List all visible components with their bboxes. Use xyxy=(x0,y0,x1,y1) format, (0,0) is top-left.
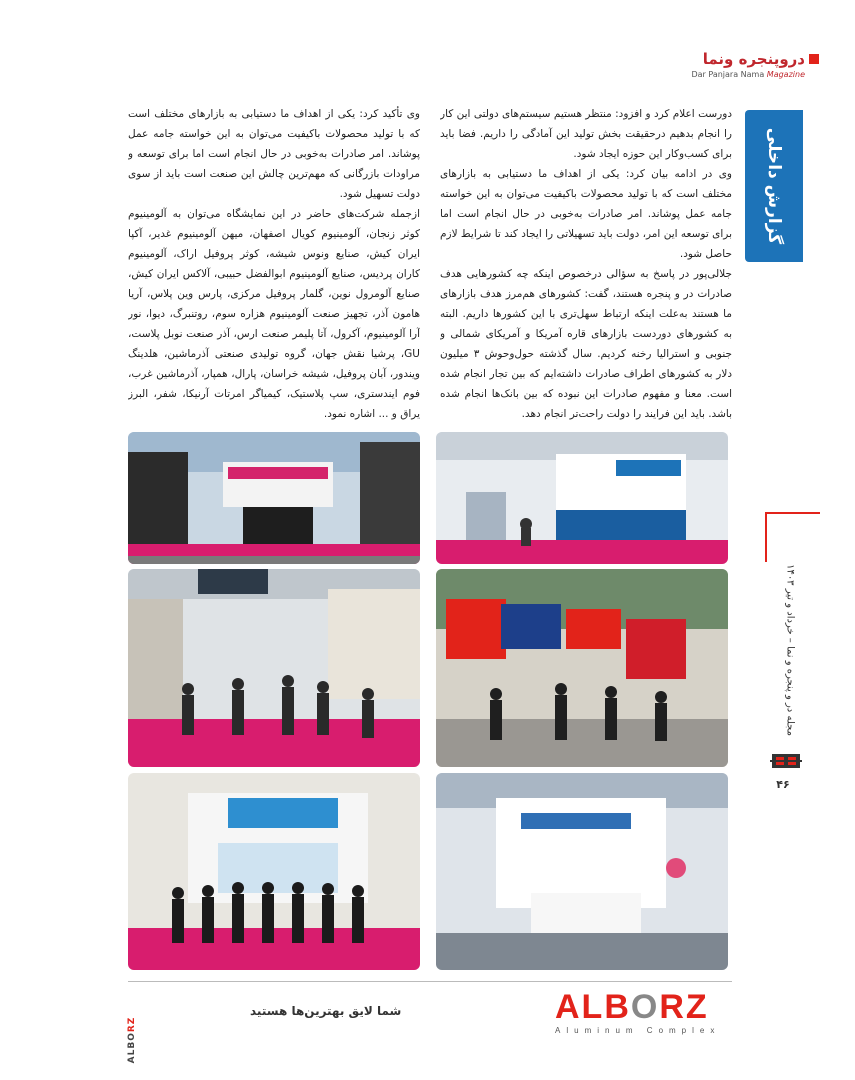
logo-title: دروپنجره ونما xyxy=(702,50,805,68)
article-column-right xyxy=(440,104,732,429)
paragraph: ازجمله شرکت‌های حاضر در این نمایشگاه می‌توان به آلومینیوم کوثر زنجان، آلومینیوم کویال اصفهان، میهن آلومینیوم غدیر، آکپا ایران کیش، صنایع ونوس شیشه، کوثر پروفیل اراک، آلومینیوم کاران پردیس، صنایع آلومینیوم ابوالفضل حبیبی، آلاکس ایران کیش، صنایع آلومرول نوین، گلمار پروفیل مرکزی، پارس وین پلاس، آریا هامون آذر، تجهیز صنعت آلومینیوم هزاره سوم، روتنبرگ، دیوا، نور آرا آلومینیوم، آکرول، آتا پلیمر صنعت ارس، آذر صنعت نوبل پلاست، GU، پرشیا نقش جهان، گروه تولیدی صنعتی آذرماشین، هلدینگ ویندور، آبان پروفیل، شیشه خراسان، پارال، همپار، آذرماشین غرب، فوم ایندستری، سپ پلاستیک، کیمیاگر امرتات آرنیکا، شفر، البرز یراق و ... اشاره نمود. xyxy=(128,208,420,420)
outdoor-crowd-photo xyxy=(436,569,728,767)
visitors-hall-photo xyxy=(128,569,420,767)
magazine-logo xyxy=(655,50,805,86)
alborz-logo xyxy=(555,990,730,1038)
section-tab xyxy=(745,110,803,262)
issue-info: مجله در و پنجره و نما – خرداد و تیر ۱۴۰۳ xyxy=(784,564,796,736)
footer-vertical-logo: ALBORZ xyxy=(127,1016,137,1064)
page-number: ۴۶ xyxy=(776,778,790,791)
winclass-booth-photo xyxy=(436,773,728,970)
paragraph: دورست اعلام کرد و افزود: منتظر هستیم سیستم‌های دولتی این کار را انجام بدهیم درحقیقت بخش تولید این آمادگی را داریم. فضا باید برای کسب‌وکار این حوزه ایجاد شود. xyxy=(440,108,732,160)
alborz-wordmark: ALBORZ xyxy=(555,988,709,1026)
section-title: گزارش داخلی xyxy=(764,127,784,245)
footer-slogan: شما لایق بهترین‌ها هستید xyxy=(250,1004,402,1018)
paragraph: وی در ادامه بیان کرد: یکی از اهداف ما دستیابی به بازارهای مختلف است که با تولید محصولات باکیفیت می‌توان به این خواسته جامه عمل پوشاند. امر صادرات به‌خوبی در حال انجام است اما برای توسعه این امر، دولت باید تسهیلاتی را ایجاد کند تا شرایط لازم حاصل شود. xyxy=(440,168,732,260)
paragraph: وی تأکید کرد: یکی از اهداف ما دستیابی به بازارهای مختلف است که با تولید محصولات باکیفیت می‌توان به این خواسته جامه عمل پوشاند. امر صادرات به‌خوبی در حال انجام است اما برای توسعه و مراودات بازرگانی که مهم‌ترین چالش این صنعت است باید از سوی دولت تسهیل شود. xyxy=(128,108,420,200)
article-column-left xyxy=(128,104,420,429)
logo-subtitle: Dar Panjara Nama Magazine xyxy=(691,70,805,79)
footer-divider xyxy=(128,981,732,982)
window-brand-icon xyxy=(770,750,802,772)
group-photo-booth xyxy=(128,773,420,970)
rail-vertical-line xyxy=(765,512,767,562)
paragraph: جلالی‌پور در پاسخ به سؤالی درخصوص اینکه چه کشورهایی هدف صادرات در و پنجره هستند، گفت: کشورهای هم‌مرز هدف بازارهای ما هستند به‌علت اینکه ارتباط سهل‌تری با این کشورها داریم. البته به کشورهای دوردست بازارهای قاره آمریکا و آمریکای شمالی و جنوبی و استرالیا رخنه کردیم. سال گذشته حول‌وحوش ۳ میلیون دلار به کشورهای اطراف صادرات داشته‌ایم که بین تجار انجام شده است. معنا و مفهوم صادرات این نبوده که بین بانک‌ها انجام شده باشد. باید این فرایند را دولت راحت‌تر انجام دهد. xyxy=(440,268,732,420)
alborz-tagline: Aluminum Complex xyxy=(555,1026,721,1035)
booth-photo xyxy=(436,432,728,564)
logo-badge-icon xyxy=(809,54,819,64)
rail-top-line xyxy=(765,512,820,514)
exhibition-gate-photo xyxy=(128,432,420,564)
